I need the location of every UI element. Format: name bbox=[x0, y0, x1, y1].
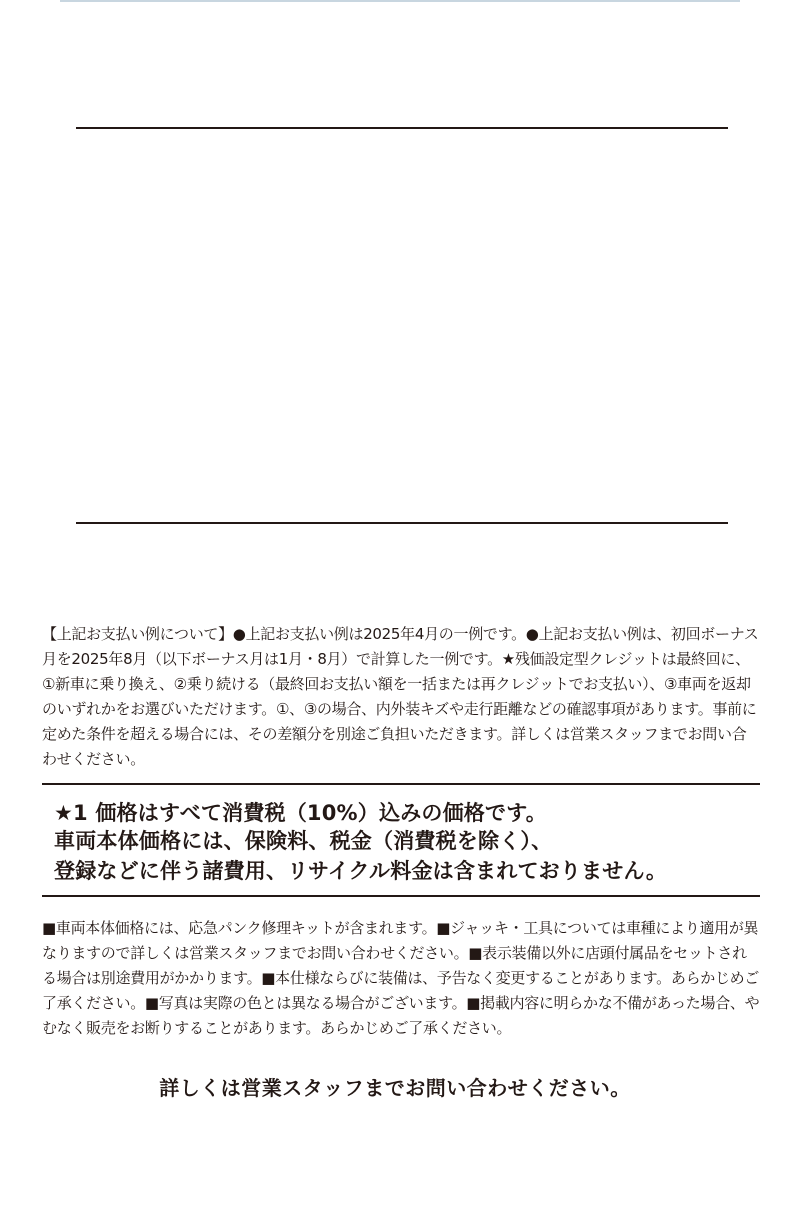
tax-notice-line-3: 登録などに伴う諸費用、リサイクル料金は含まれておりません。 bbox=[54, 859, 668, 883]
tax-notice-box bbox=[42, 783, 760, 897]
contact-staff-callout: 詳しくは営業スタッフまでお問い合わせください。 bbox=[159, 1076, 631, 1100]
divider-upper bbox=[76, 127, 728, 129]
tax-notice-line-1: ★1 価格はすべて消費税（10%）込みの価格です。 bbox=[54, 801, 547, 825]
divider-lower bbox=[76, 522, 728, 524]
tax-notice-line-2: 車両本体価格には、保険料、税金（消費税を除く）、 bbox=[54, 829, 553, 853]
top-divider bbox=[60, 0, 740, 2]
payment-example-note: 【上記お支払い例について】●上記お支払い例は2025年4月の一例です。●上記お支払い例は、初回ボーナス月を2025年8月（以下ボーナス月は1月・8月）で計算した一例です。★残価設定型クレジットは最終回に、①新車に乗り換え、②乗り続ける（最終回お支払い額を一括または再クレジットでお支払い）、③車両を返却のいずれかをお選びいただけます。①、③の場合、内外装キズや走行距離などの確認事項があります。事前に定めた条件を超える場合には、その差額分を別途ご負担いただきます。詳しくは営業スタッフまでお問い合わせください。 bbox=[42, 625, 759, 768]
equipment-disclaimer-note: ■車両本体価格には、応急パンク修理キットが含まれます。■ジャッキ・工具については車種により適用が異なりますので詳しくは営業スタッフまでお問い合わせください。■表示装備以外に店頭付属品をセットされる場合は別途費用がかかります。■本仕様ならびに装備は、予告なく変更することがあります。あらかじめご了承ください。■写真は実際の色とは異なる場合がございます。■掲載内容に明らかな不備があった場合、やむなく販売をお断りすることがあります。あらかじめご了承ください。 bbox=[42, 919, 760, 1037]
